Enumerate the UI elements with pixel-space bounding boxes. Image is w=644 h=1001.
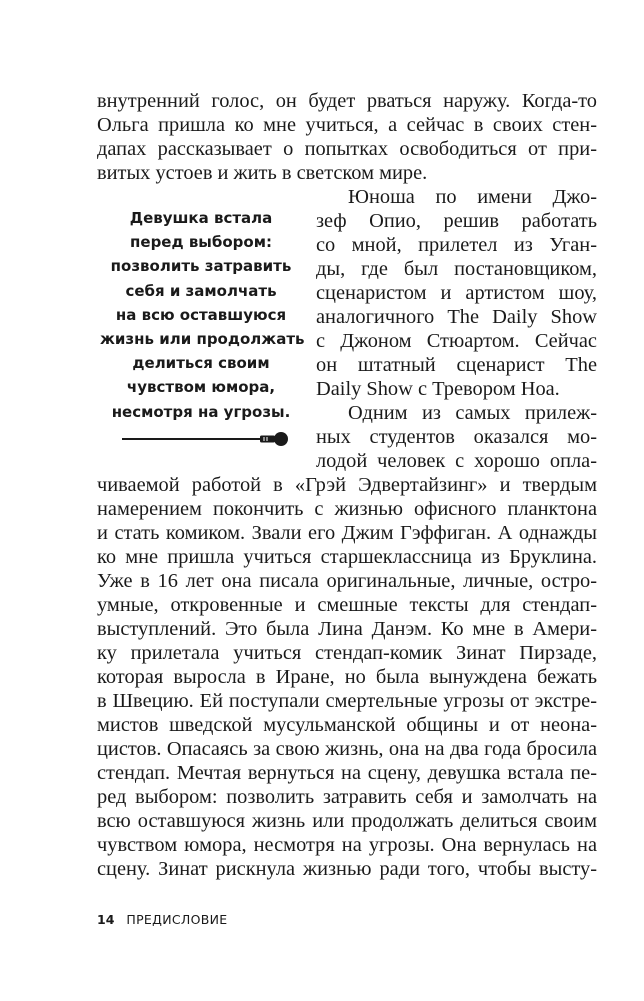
body-line: витых устоев и жить в светском мире. xyxy=(97,162,428,184)
body-line: внутренний голос, он будет рваться наружу. Когда-то xyxy=(97,90,597,112)
body-line: и стать комиком. Звали его Джим Гэффиган. А однажды xyxy=(97,522,597,544)
pull-quote-line: делиться своим xyxy=(132,354,270,373)
body-line: ко мне пришла учиться старшеклассница из Бруклина. xyxy=(97,546,597,568)
body-line: которая выросла в Иране, но была вынуждена бежать xyxy=(97,666,597,688)
body-line: Ольга пришла ко мне учиться, а сейчас в своих стен- xyxy=(97,114,597,136)
body-line: чувством юмора, несмотря на угрозы. Она вернулась на xyxy=(97,834,597,856)
body-line: Юноша по имени Джо- xyxy=(348,186,597,208)
body-line: Уже в 16 лет она писала оригинальные, личные, остро- xyxy=(97,570,597,592)
body-line: выступлений. Это была Лина Данэм. Ко мне в Амери- xyxy=(97,618,597,640)
body-line: он штатный сценарист The xyxy=(316,354,597,376)
body-line: аналогичного The Daily Show xyxy=(316,306,597,328)
body-line: зеф Опио, решив работать xyxy=(316,210,597,232)
pull-quote-line: несмотря на угрозы. xyxy=(111,402,291,421)
section-title: ПРЕДИСЛОВИЕ xyxy=(126,912,228,927)
pull-quote-line: чувством юмора, xyxy=(126,378,276,397)
body-line: сценаристом и артистом шоу, xyxy=(316,282,597,304)
pull-quote-line: себя и замолчать xyxy=(125,281,277,300)
body-line: Одним из самых прилеж- xyxy=(348,402,597,424)
body-line: Daily Show с Тревором Ноа. xyxy=(316,378,560,400)
pull-quote-line: перед выбором: xyxy=(130,233,272,252)
body-line: дапах рассказывает о попытках освободиться от при- xyxy=(97,138,597,160)
body-line: с Джоном Стюартом. Сейчас xyxy=(316,330,597,352)
pull-quote-line: позволить затравить xyxy=(110,257,292,276)
body-line: лодой человек с хорошо опла- xyxy=(316,450,597,472)
pull-quote-line: на всю оставшуюся xyxy=(115,305,287,324)
body-line: в Швецию. Ей поступали смертельные угрозы от экстре- xyxy=(97,690,597,712)
body-line: чиваемой работой в «Грэй Эдвертайзинг» и твердым xyxy=(97,474,597,496)
body-line: ку прилетала учиться стендап-комик Зинат Пирзаде, xyxy=(97,642,597,664)
pull-quote-line: Девушка встала xyxy=(129,209,273,227)
body-line: намерением покончить с жизнью офисного планктона xyxy=(97,498,597,520)
body-line: мистов шведской мусульманской общины и от неона- xyxy=(97,714,597,736)
body-line: со мной, прилетел из Уган- xyxy=(316,234,597,256)
body-line: стендап. Мечтая вернуться на сцену, девушка встала пе- xyxy=(97,762,597,784)
body-line: умные, откровенные и смешные тексты для стендап- xyxy=(97,594,597,616)
body-line: сцену. Зинат рискнула жизнью ради того, чтобы высту- xyxy=(97,858,597,880)
page-footer xyxy=(97,912,227,928)
body-line: ных студентов оказался мо- xyxy=(316,426,597,448)
page-number: 14 xyxy=(97,912,115,927)
pull-quote xyxy=(100,206,305,424)
body-line: ред выбором: позволить затравить себя и замолчать на xyxy=(97,786,597,808)
pull-quote-line: жизнь или продолжать xyxy=(100,330,305,349)
microphone-icon xyxy=(120,428,290,450)
body-line: всю оставшуюся жизнь или продолжать делиться своим xyxy=(97,810,597,832)
body-line: ды, где был постановщиком, xyxy=(316,258,597,280)
body-line: цистов. Опасаясь за свою жизнь, она на два года бросила xyxy=(97,738,597,760)
